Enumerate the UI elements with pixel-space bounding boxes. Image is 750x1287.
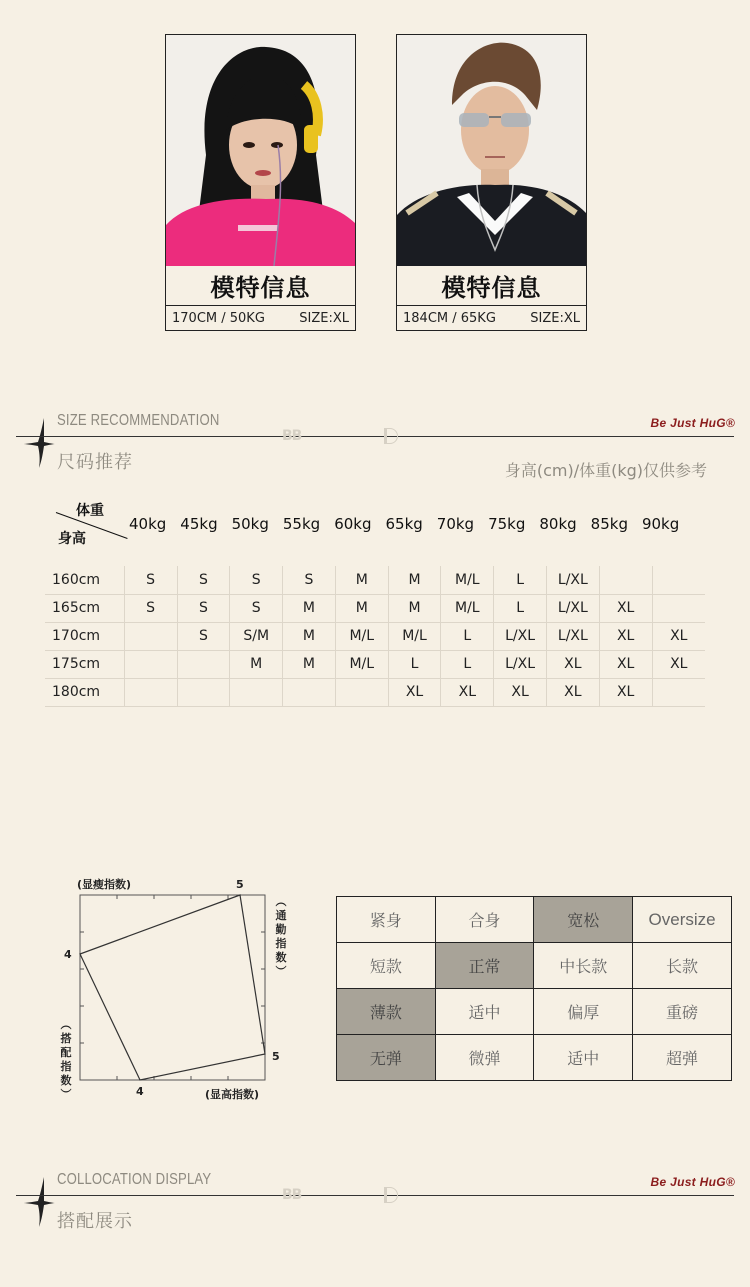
size-cell [652,594,705,622]
attribute-row [337,989,732,1035]
table-row [45,622,705,650]
table-row [45,650,705,678]
size-cell: S [177,622,230,650]
attribute-cell: 微弹 [435,1035,534,1081]
section-title-zh: 尺码推荐 [57,452,133,473]
size-cell: S [177,566,230,594]
attribute-cell: 长款 [633,943,732,989]
weight-header: 60kg [334,515,372,533]
height-cell: 180cm [45,678,124,706]
model-caption: 模特信息 [166,266,355,306]
attribute-cell: 无弹 [337,1035,436,1081]
size-cell: L [441,622,494,650]
weight-header: 55kg [282,515,321,533]
size-cell: S [177,594,230,622]
size-cell: S [230,566,283,594]
height-cell: 160cm [45,566,124,594]
size-cell [599,566,652,594]
brand-logo: Be Just HuG® [650,416,735,430]
divider [16,436,734,437]
attribute-cell: 适中 [435,989,534,1035]
model-measurements: 184CM / 65KG [403,311,496,326]
bottom-axis-label: (显高指数) [205,1088,260,1101]
size-cell: S [283,566,336,594]
section-title-en: SIZE RECOMMENDATION [57,412,220,429]
fit-index-chart [55,873,295,1103]
size-cell: S [124,594,177,622]
attribute-cell: 正常 [435,943,534,989]
weight-header: 65kg [385,515,423,533]
left-axis-label: ︵ 搭配指数 ︶ [60,1018,72,1101]
attribute-cell: 偏厚 [534,989,633,1035]
size-cell [124,678,177,706]
section-title-zh: 搭配展示 [57,1211,133,1232]
size-cell: S/M [230,622,283,650]
size-cell: M [388,594,441,622]
size-cell: L/XL [546,566,599,594]
model-photo-female [166,35,355,266]
size-cell: XL [652,622,705,650]
brand-logo: Be Just HuG® [650,1175,735,1189]
size-cell [230,678,283,706]
size-cell [124,650,177,678]
fit-index-diagram [55,873,295,1103]
collocation-section-header [0,1171,750,1231]
attribute-cell: 重磅 [633,989,732,1035]
weight-header-row [122,515,686,535]
left-value: 4 [64,948,72,961]
size-cell: L/XL [494,650,547,678]
top-value: 5 [236,878,244,891]
sparkle-icon [22,1175,56,1229]
size-cell: L/XL [546,622,599,650]
size-cell: M [388,566,441,594]
size-cell: XL [599,594,652,622]
size-cell: XL [494,678,547,706]
monogram-icon: BB [282,1187,302,1203]
size-cell: XL [652,650,705,678]
table-corner-header [54,500,130,546]
attribute-row [337,1035,732,1081]
attribute-cell: Oversize [633,897,732,943]
size-cell [177,678,230,706]
size-cell: XL [599,650,652,678]
model-photo-male [397,35,586,266]
table-row [45,594,705,622]
table-row [45,566,705,594]
model-measurements: 170CM / 50KG [172,311,265,326]
size-cell: M [230,650,283,678]
size-cell: XL [599,678,652,706]
model-specs [397,307,586,330]
size-cell: XL [388,678,441,706]
monogram-icon: BB [282,428,302,444]
size-table [45,566,705,707]
size-cell [652,678,705,706]
size-cell: M/L [441,566,494,594]
model-size: SIZE:XL [530,311,580,326]
size-cell: M/L [335,650,388,678]
weight-header: 75kg [488,515,526,533]
size-cell: L [441,650,494,678]
model-caption: 模特信息 [397,266,586,306]
right-value: 5 [272,1050,280,1063]
height-axis-label: 身高 [58,531,86,547]
attribute-row [337,943,732,989]
height-cell: 170cm [45,622,124,650]
size-cell: M [283,650,336,678]
model-specs [166,307,355,330]
attribute-cell: 短款 [337,943,436,989]
weight-header: 50kg [231,515,269,533]
size-cell [177,650,230,678]
size-cell: S [124,566,177,594]
attribute-cell: 适中 [534,1035,633,1081]
weight-header: 40kg [129,515,167,533]
size-cell: M [283,594,336,622]
size-cell: L/XL [546,594,599,622]
attribute-grid [336,896,732,1081]
weight-header: 85kg [590,515,628,533]
size-cell: M [283,622,336,650]
attribute-cell: 宽松 [534,897,633,943]
size-cell [124,622,177,650]
size-cell: M [335,594,388,622]
size-cell: M/L [335,622,388,650]
model-size: SIZE:XL [299,311,349,326]
weight-header: 45kg [180,515,218,533]
weight-header: 70kg [436,515,475,533]
sparkle-icon [22,416,56,470]
attribute-cell: 紧身 [337,897,436,943]
size-cell: XL [441,678,494,706]
top-axis-label: (显瘦指数) [77,878,132,891]
right-axis-label: ︵ 通勤指数 ︶ [275,895,287,978]
size-cell: L/XL [494,622,547,650]
height-cell: 165cm [45,594,124,622]
model-card-female [165,34,356,331]
size-cell: XL [546,650,599,678]
attribute-cell: 中长款 [534,943,633,989]
bottom-value: 4 [136,1085,144,1098]
weight-header: 90kg [641,515,680,533]
size-cell: L [494,566,547,594]
section-title-en: COLLOCATION DISPLAY [57,1171,212,1188]
size-cell: M [335,566,388,594]
weight-header: 80kg [539,515,577,533]
size-cell: XL [546,678,599,706]
size-cell: L [388,650,441,678]
size-cell: S [230,594,283,622]
weight-axis-label: 体重 [76,503,104,519]
monogram-d-icon [384,428,398,444]
model-card-male [396,34,587,331]
size-cell: XL [599,622,652,650]
size-cell [283,678,336,706]
height-cell: 175cm [45,650,124,678]
size-cell: M/L [441,594,494,622]
attribute-cell: 薄款 [337,989,436,1035]
divider [16,1195,734,1196]
attribute-cell: 合身 [435,897,534,943]
size-reference-note: 身高(cm)/体重(kg)仅供参考 [504,461,707,480]
size-cell [652,566,705,594]
size-cell: M/L [388,622,441,650]
size-cell: L [494,594,547,622]
monogram-d-icon [384,1187,398,1203]
size-cell [335,678,388,706]
attribute-cell: 超弹 [633,1035,732,1081]
attribute-row [337,897,732,943]
table-row [45,678,705,706]
